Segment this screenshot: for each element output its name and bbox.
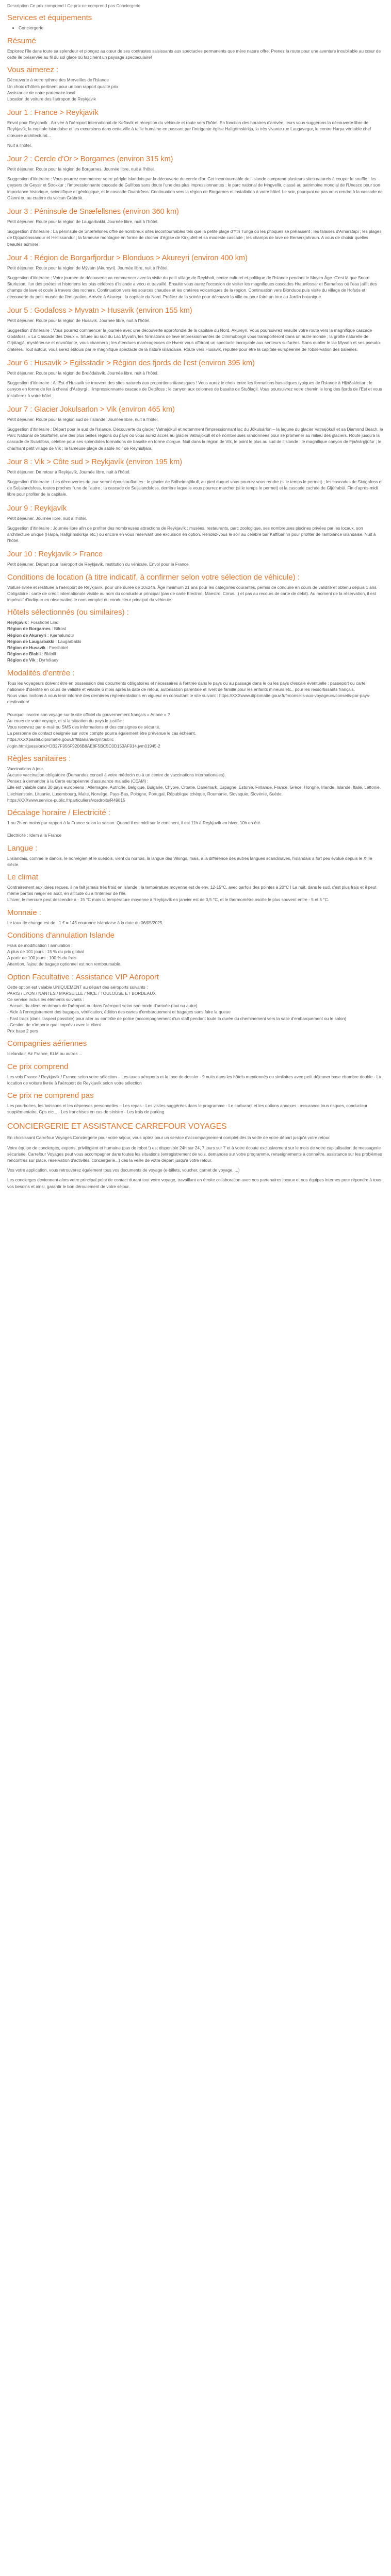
day-text: Petit déjeuner. Route pour la région de Breiðdalsvík. Journée libre, nuit à l'hôtel. [7,370,159,376]
comprend-text: Les vols France / Reykjavík / France selon votre sélection – Les taxes aéroports et la taxe de dossier - 9 nuits dans les hôtels mentionnés ou similaires avec petit déjeuner base chambre double - La location de voiture livrée à l'aéroport de Reykjavík selon votre sélection [7,1074,381,1086]
option-line: PARIS / LYON / NANTES / MARSEILLE / NICE / TOULOUSE ET BORDEAUX [7,990,156,996]
conciergerie-line: Votre équipe de concierges, experts, privilégient et humaine (pas de robot !) est disponible 24h sur 24, 7 jours sur 7 et à votre écoute exclusivement sur le mois de votre capitalisation de messagerie sécurisée. Carrefour Voyages peut vous accompagner dans toutes les situations (enregistrement de vols, demandes sur votre programme, renseignements à connaître, assistance sur les problèmes rencontrés sur place, réservation d'activités, conciergerie...) dès la veille de votre départ jusqu'à votre retour. [7,1145,382,1163]
hotel-line: Région de Borgarnes : Bifrost [7,626,67,632]
hotel-region: Région de Laugarbakki [7,638,55,644]
decalage-title: Décalage horaire / Electricité : [7,808,111,818]
sanitaires-line: Vaccinations à jour. [7,766,44,771]
day-extra: Suggestion d'itinéraire : Journée libre afin de profiter des nombreuses attractions de Reykjavík : musées, restaurants, parc zoologique, ses nombreuses piscines privées par les locaux, son architecture unique (Harpa, Hallgrímskirkja etc.) ou encore en vous réservant une excursion en option. Rendez-vous le soir au célèbre bar Kaffibarinn pour profiter de l'ambiance islandaise. Nuit à l'hôtel. [7,525,376,544]
option-line: - Gestion de n'importe quel imprévu avec le client [7,1022,101,1027]
option-line: Cette option est valable UNIQUEMENT au départ des aéroports suivants : [7,984,148,990]
page-top-line: Description Ce prix comprend / Ce prix ne comprend pas Conciergerie [7,3,141,8]
annulation-title: Conditions d'annulation Islande [7,930,115,940]
day-text: Petit déjeuner. Route pour la région de Husavik. Journée libre, nuit à l'hôtel. [7,317,151,323]
decalage-line: 1 ou 2h en moins par rapport à la France selon la saison. Quand il est midi sur le continent, il est 11h à Reykjavík en hiver, 10h en été. [7,820,262,826]
hotel-name: Laugarbakki [58,638,82,644]
formalites-line: Vous recevrez par e-mail ou SMS des informations et des consignes de sécurité. [7,724,160,730]
option-line: - Accueil du client en dehors de l'aéroport ou dans l'aéroport selon son mode d'arrivée (taxi ou autre) [7,1003,198,1009]
day-extra: Suggestion d'itinéraire : Votre journée de découverte va commencer avec la visite du petit village de Reykholt, centre culturel et politique de l'Islande pendant le Moyen Âge. C'est là que Snorri Sturluson, l'un des poètes et historiens les plus célèbres d'Islande a vécu et travaillé. Ensuite vous aurez l'occasion de visiter les magnifiques cascades Hraunfossar et Barnafoss où l'eau jaillit des champs de lave et coule à travers des rochers. Continuation vers les sources chaudes et les cratères volcaniques de la région. Continuation vers Blonduos puis visite du village de Hofsós et découverte du petit musée de l'émigration. Arrivée à Akureyri, la capitale du Nord. Profitez de la soirée pour découvrir la ville ou pour faire un tour au Jardin botanique. [7,275,377,299]
decalage-line [7,826,384,832]
day-extra: Suggestion d'itinéraire : Vous pourrez commencer la journée avec une découverte approfondie de la capitale du Nord, Akureyri. Vous poursuivrez ensuite votre route vers la magnifique cascade Godafoss, « La Cascade des Dieux ». Située au sud du Lac Myvatn, les formations de lave impressionnantes de Dimmuborgir vous transporteront dans un autre monde ; la grotte naturelle de Grjótagjá, mystérieuse et envoûtante, vous charmera ; les étendues marécageuses de Hverir vous offriront un spectacle incroyable aux senteurs sulfurées. Sans oublier le lac Myvatn et ses pseudo-cratères. Tout autour, vous serez éblouis par le magnifique spectacle de la nature islandaise. Route vers Husavik, réputée pour être la capitale européenne de l'observation des baleines. [7,328,381,352]
day-text: Petit déjeuner. Journée libre, nuit à l'hôtel. [7,515,87,521]
hotel-region: Région de Husavík [7,645,46,650]
day-title: Jour 10 : Reykjavík > France [7,550,103,559]
hotel-line: Région de Laugarbakki : Laugarbakki [7,638,82,644]
day-text: Petit déjeuner. Route pour la région de Borgarnes. Journée libre, nuit à l'hôtel. [7,166,155,172]
option-line: Prix base 2 pers [7,1028,38,1034]
annulation-line: A plus de 101 jours : 15 % du prix global [7,949,84,955]
hotel-name: Fosshótel [49,645,68,650]
hotel-line: Région de Vik : Dyrhólaey [7,657,58,663]
hotel-region: Région de Akureyri [7,632,46,638]
day-title: Jour 3 : Péninsule de Snæfellsnes (environ 360 km) [7,208,179,216]
compagnies-title: Compagnies aériennes [7,1039,87,1048]
annulation-line: Frais de modification / annulation : [7,942,73,948]
ne-comprend-text: Les pourboires, les boissons et les dépenses personnelles – Les repas - Les visites suggérées dans le programme - Le carburant et les options annexes : assurance tous risques, conducteur supplémentaire, Gps etc... - Les franchises en cas de sinistre - Les frais de parking [7,1103,368,1115]
hotel-region: Région de Blabli [7,651,41,657]
hotels-list [7,619,384,663]
climat-line: Contrairement aux idées reçues, il ne fait jamais très froid en Islande : la température moyenne est de env. 12-15°C, avec parfois des pointes à 20°C ! La nuit, dans le sud, c'est plus frais et il peut même parfois neiger en août, en altitude ou à l'intérieur de l'île. [7,885,377,896]
services-item: • Conciergerie [19,25,384,31]
day-title: Jour 8 : Vik > Côte sud > Reykjavík (environ 195 km) [7,457,183,466]
sanitaires-line: Elle est valable dans 30 pays européens : Allemagne, Autriche, Belgique, Bulgarie, Chypre, Croatie, Danemark, Espagne, Estonie, Finlande, France, Grèce, Hongrie, Irlande, Islande, Italie, Lettonie, Liechtenstein, Lituanie, Luxembourg, Malte, Norvège, Pays-Bas, Pologne, Portugal, République tchèque, Roumanie, Slovaquie, Slovénie, Suède. [7,785,381,796]
hotel-region: Région de Borgarnes [7,626,51,632]
aimerez-title: Vous aimerez : [7,65,59,75]
day-text: Petit déjeuner. Route pour la région de Laugarbakki. Journée libre, nuit à l'hôtel. [7,219,159,225]
resume-title: Résumé [7,37,36,45]
hotel-line: Région de Akureyri : Kjarnalundur [7,632,74,638]
annulation-line: A partir de 100 jours : 100 % du frais [7,955,77,961]
formalites-line [7,705,384,711]
sanitaires-title: Règles sanitaires : [7,754,71,763]
formalites-block [7,680,384,749]
option-line: - Fast track (dans l'aspect possible) pour aller au contrôle de police (accompagnement d'un staff pendant toute la durée du cheminement vers la salle d'embarquement ou le salon) [7,1015,347,1021]
day-extra: Suggestion d'itinéraire : Départ pour le sud de l'Islande. Découverte du glacier Vatnajökull et notamment l'impressionnant lac du Jökulsárlón – la lagune du glacier Vatnajökull et sa Diamond Beach, le Parc National de Skaftafell, une des plus belles régions du pays où vous aurez accès au glacier Vatnajökull et de nombreuses randonnées pour se promener au milieu des glaciers. Route jusqu'à la cascade de Svartifoss, célèbre pour ses splendides formations de basalte en forme d'orgue. Nuit dans la région de Vík, le point le plus au sud de l'Islande : le magnifique canyon de Fjaðrárgljúfur ; le charmant petit village de Vík ; la fameuse plage de sable noir de Reynisfjara. [7,426,383,451]
option-block [7,984,384,1035]
day-extra: Suggestion d'itinéraire : La péninsule de Snæfellsnes offre de nombreux sites incontournables tels que la petite plage d'Ytri Tunga où les phoques se prélassent ; les falaises d'Arnarstapi ; les plages de Djúpalónssandur et Hellissandur ; la fameuse montagne en forme de clocher d'église de Kirkjufell et sa modeste cascade ; les champs de lave de Berserkjahraun. A vous de choisir quelles beautés admirer ! [7,229,382,247]
sanitaires-line: Pensez à demander à la Carte européenne d'assurance maladie (CEAM) : [7,778,149,784]
day-text: Envol pour Reykjavík . Arrivée à l'aéroport international de Keflavík et réception du véhicule et route vers l'hôtel. En fonction des horaires d'arrivée, leurs vous suggérons la découverte libre de Reykjavík, la capitale islandaise et les excursions dans cette ville à taille humaine en passant par l'intrigante église Hallgrímskirkja, la très vivante rue Laugavegur, le centre Harpa véritable chef d'œuvre architectural... [7,120,371,138]
hotel-name: Kjarnalundur [50,632,74,638]
annulation-block [7,942,384,968]
day-title: Jour 1 : France > Reykjavík [7,109,99,117]
sanitaires-block [7,766,384,803]
conciergerie-line: En choisissant Carrefour Voyages Conciergerie pour votre séjour, vous optez pour un service d'accompagnement complet dès la veille de votre départ jusqu'à votre retour. [7,1135,331,1141]
hotels-title: Hôtels sélectionnés (ou similaires) : [7,608,129,617]
aimerez-line: Un choix d'hôtels pertinent pour un bon rapport qualité prix [7,83,119,89]
monnaie-title: Monnaie : [7,908,41,917]
option-title: Option Facultative : Assistance VIP Aéroport [7,972,159,981]
compagnies-text: Icelandair, Air France, KLM ou autres ... [7,1051,83,1057]
aimerez-line: Location de voiture des l'aéroport de Reykjavik [7,96,96,102]
resume-text: Explorez l'île dans toute sa splendeur et plongez au cœur de ses contrastes saisissants aux spectacles permanents que mère nature offre. Prenez la route pour une aventure inoubliable au cœur de cette île préservée au fil du sol glace où fascinent un paysage spectaculaire! [7,48,381,60]
option-line: - Aide à l'enregistrement des bagages, vérification, édition des cartes d'embarquement et bagages sans faire la queue [7,1009,231,1015]
formalites-line: Nous vous invitons à vous tenir informé des dernières réglementations en vigueur en consultant le site suivant : https://XXXwww.diplomatie.gouv.fr/fr/conseils-aux-voyageurs/conseils-par-pays-destination/ [7,692,371,705]
aimerez-line: Assistance de notre partenaire local [7,90,75,95]
day-title: Jour 2 : Cercle d'Or > Borgarnes (environ 315 km) [7,155,173,164]
formalites-line: Pourquoi inscrire son voyage sur le site officiel du gouvernement français « Ariane » ? [7,711,170,717]
hotel-line: Reykjavik : Fosshotel Lind [7,620,59,625]
ne-comprend-title: Ce prix ne comprend pas [7,1091,94,1100]
day-extra: Suggestion d'itinéraire : Les découvertes du jour seront époustouflantes : le glacier de Sólheimajökull, au pied duquel vous pourrez vous rendre (si le temps le permet) ; les cascades de Skógafoss et de Seljalandsfoss, toutes proches l'une de l'autre ; la cascade de Seljalandsfoss, derrière laquelle vous pourrez marcher (si le temps le permet) et la cascade cachée de Gljúfrabúi. Fin d'après-midi libre pour profiter de la capitale. [7,479,383,497]
langue-title: Langue : [7,843,38,853]
hotel-name: Bifrost [54,626,67,632]
sanitaires-link[interactable]: https://XXXwww.service-public.fr/particuliers/vosdroits/R49815 [7,797,125,803]
day-text: Petit déjeuner. De retour à Reykjavík, Journée libre, nuit à l'hôtel. [7,469,131,474]
services-list [19,25,384,31]
hotel-line: Région de Husavík : Fosshótel [7,645,68,650]
conciergerie-line: Vos votre application, vous retrouverez également tous vos documents de voyage (e-billets, voucher, carnet de voyage, ...) [7,1167,240,1173]
formalites-line: Tous les voyageurs doivent être en possession des documents obligatoires et nécessaires à l'entrée dans le pays ou au passage dans le ou les pays d'escale éventuelle : passeport ou carte nationale d'identité en cours de validité et valable 6 mois après la date de retour, autorisation parentale et livret de famille pour les enfants mineurs etc., pour les ressortissants français. [7,680,366,692]
annulation-line: Attention, l'ajout de bagage optionnel est non remboursable. [7,961,122,967]
climat-block [7,884,384,903]
decalage-line: Electricité : Idem à la France [7,833,62,838]
conciergerie-line: Les concierges deviennent alors votre principal point de contact durant tout votre voyage, travaillant en étroite collaboration avec nos partenaires locaux et nos équipes internes pour répondre à tous vos besoins et ainsi, garantir le bon déroulement de votre séjour. [7,1177,382,1189]
day-title: Jour 5 : Godafoss > Myvatn > Husavik (environ 155 km) [7,306,192,315]
day-text: Petit déjeuner. Route pour la région sud de l'Islande. Journée libre, nuit à l'hôtel. [7,416,159,422]
hotel-region: Région de Vik [7,657,36,663]
day-title: Jour 4 : Région de Borgarfjordur > Blonduos > Akureyri (environ 400 km) [7,253,248,262]
day-extra: Suggestion d'itinéraire : Vous pourrez commencer votre périple islandais par la découverte du cercle d'or. Cet incontournable de l'Islande comprend plusieurs sites naturels à couper le souffle : les geysers de Geysir et Strokkur ; l'impressionnante cascade de Gullfoss sans doute l'une des plus impressionnantes ; le parc national de Þingvellir, classé au patrimoine mondial de l'Unesco pour son importance historique, scientifique et géologique, et le cascade Oxarárfoss. Continuation vers la région de Borgarnes et installation à votre hôtel. Le soir, pourquoi ne pas vous rendre à la cascade de Glanni ou au cratère du volcan Grábrók. [7,176,383,200]
hotel-line: Région de Blabli : Blábíll [7,651,56,657]
day-extra: Suggestion d'itinéraire : A l'Est d'Husavik se trouvent des sites naturels aux proportions titanesques ! Vous aurez le choix entre les formations basaltiques typiques de l'Islande à Hljóðaklettar ; le canyon en forme de fer à cheval d'Ásbyrgi ; l'impressionnante cascade de Dettifoss ; le canyon aux colonnes de basalte de Stuðlagil. Vous poursuivrez votre chemin le long des fjords de l'Est et vous installerez à votre hôtel. [7,380,382,398]
day-title: Jour 6 : Husavík > Egilsstadir > Région des fjords de l'est (environ 395 km) [7,359,255,367]
formalites-line: La personne de contact désignée sur votre compte pourra également être prévenue le cas échéant. [7,731,196,736]
day-text: Petit déjeuner. Route pour la région de Mývatn (Akureyri). Journée libre, nuit à l'hôtel. [7,265,169,270]
option-line: Ce service inclus les éléments suivants : [7,997,84,1003]
day-extra: Nuit à l'hôtel. [7,142,32,148]
location-text: Voiture livrée et restituée à l'aéroport de Reykjavík, pour une durée de 10x24h. Âge minimum 21 ans pour les catégories courantes, permis de conduire en cours de validité et obtenu depuis 1 ans. Obligatoire : carte de crédit internationale visible au nom du conducteur principal (pas de carte Electron, Maestro, Cirrus...) et pas au recours de carte de débit). Au moment de la réservation, il est impératif d'indiquer en observation le nom complet du conducteur principal du véhicule. [7,584,378,602]
day-text: Petit déjeuner. Départ pour l'aéroport de Reykjavík, restitution du véhicule. Envol pour la France. [7,562,190,567]
hotel-name: Dyrhólaey [39,657,58,663]
formalites-title: Modalités d'entrée : [7,668,75,677]
hotel-name: Blábíll [44,651,56,657]
decalage-block [7,820,384,839]
day-title: Jour 9 : Reykjavík [7,504,67,513]
monnaie-text: Le taux de change est de : 1 € = 145 couronne islandaise à la date du 06/05/2025. [7,920,164,925]
langue-text: L'islandais, comme le danois, le norvégien et le suédois, vient du norrois, la langue des Vikings, mais, à la différence des autres langues scandinaves, l'islandais a fort peu évolué depuis le XIIIe siècle. [7,855,372,867]
conciergerie-block [7,1134,384,1189]
services-title: Services et équipements [7,13,92,22]
day-title: Jour 7 : Glacier Jokulsarlon > Vik (environ 465 km) [7,405,175,414]
comprend-title: Ce prix comprend [7,1062,69,1071]
hotel-region: Reykjavik [7,620,27,625]
hotel-name: Fosshotel Lind [30,620,59,625]
formalites-line: Au cours de votre voyage, et si la situation du pays le justifie : [7,718,124,723]
page [0,0,391,1190]
sanitaires-line: Aucune vaccination obligatoire (Demandez conseil à votre médecin ou à un centre de vaccinations internationales). [7,772,226,778]
formalites-link[interactable]: https://XXXpastel.diplomatie.gouv.fr/fildariane/dyn/public [7,737,114,742]
climat-line: L'hiver, le mercure peut descendre à - 15 °C mais la température moyenne à Reykjavík en janvier est de 0,5 °C, et le thermomètre oscille le plus souvent entre - 5 et 5 °C. [7,897,329,903]
climat-title: Le climat [7,873,39,882]
aimerez-line: Découverte à votre rythme des Merveilles de l'Islande [7,77,109,83]
formalites-link[interactable]: /login.html;jsessionid=DB27F956F9206B8AE8F5BC5C0D153AF914.jvm01945-2 [7,743,160,749]
aimerez-list [7,77,384,102]
location-title: Conditions de location (à titre indicatif, à confirmer selon votre sélection de véhicule) : [7,572,300,582]
conciergerie-title: CONCIERGERIE ET ASSISTANCE CARREFOUR VOYAGES [7,1122,227,1131]
